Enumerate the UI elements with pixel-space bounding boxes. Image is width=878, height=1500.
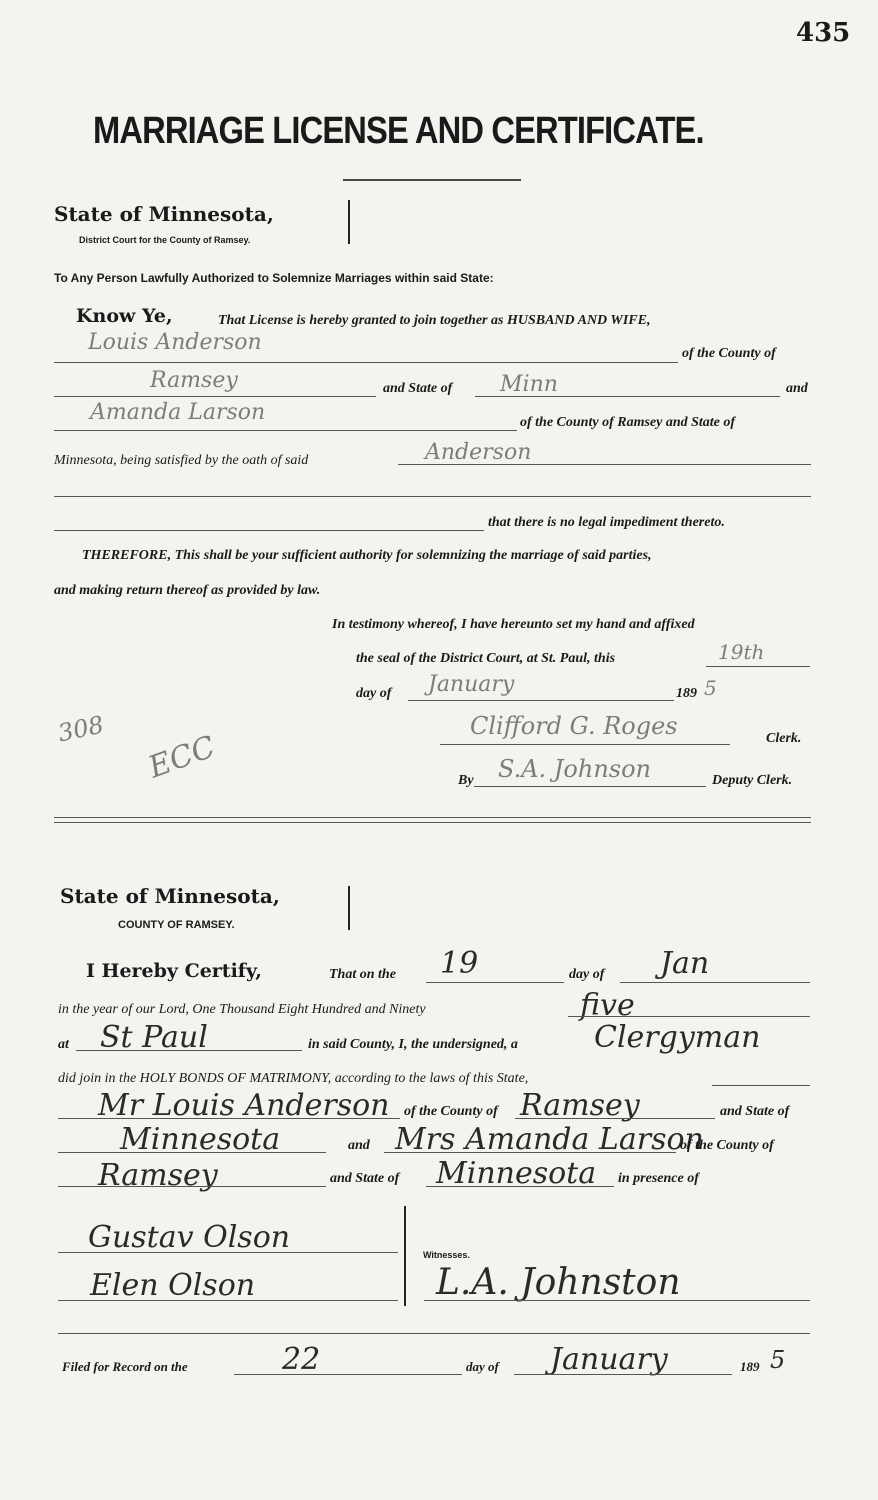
hw-cert-groom: Mr Louis Anderson (98, 1088, 390, 1123)
and-state-of: and State of (383, 381, 453, 396)
line (58, 1186, 326, 1187)
filed-year-printed: 189 (740, 1359, 760, 1374)
that-on-the: That on the (329, 967, 396, 982)
line (58, 1333, 810, 1334)
line (426, 982, 564, 983)
filed-label: Filed for Record on the (62, 1359, 188, 1374)
hw-filed-month: January (550, 1342, 668, 1377)
line (76, 1050, 302, 1051)
know-ye: Know Ye, (76, 305, 173, 327)
hw-groom: Louis Anderson (88, 330, 262, 355)
hw-cert-bride: Mrs Amanda Larson (395, 1122, 704, 1157)
hw-year-word: five (580, 988, 635, 1023)
certificate-state-heading: State of Minnesota, (60, 884, 280, 908)
therefore-line-2: and making return thereof as provided by law. (54, 583, 321, 598)
certificate-county: COUNTY OF RAMSEY. (118, 919, 235, 931)
hw-place: St Paul (100, 1020, 208, 1055)
document-title: MARRIAGE LICENSE AND CERTIFICATE. (93, 110, 704, 152)
hw-groom-state: Minn (500, 372, 558, 397)
line (54, 496, 811, 497)
grant-text: That License is hereby granted to join together as HUSBAND AND WIFE, (218, 313, 651, 328)
line (234, 1374, 462, 1375)
hw-deputy-signature: S.A. Johnson (498, 755, 652, 783)
by-label: By (458, 773, 474, 788)
hw-cert-day: 19 (440, 946, 479, 981)
hw-witness-1: Gustav Olson (88, 1220, 291, 1255)
and-1: and (786, 381, 808, 396)
year-printed: 189 (676, 686, 697, 701)
cert-of-county-of: of the County of (404, 1104, 498, 1119)
cert-day-of: day of (569, 967, 605, 982)
deputy-clerk-label: Deputy Clerk. (712, 773, 793, 788)
cert-and: and (348, 1138, 370, 1153)
cert-of-county-of-2: of the County of (680, 1138, 774, 1153)
hw-officiant: Clergyman (594, 1020, 761, 1055)
of-county-of: of the County of (682, 346, 776, 361)
line (568, 1016, 810, 1017)
hw-cert-bride-county: Ramsey (98, 1158, 218, 1193)
at-label: at (58, 1037, 69, 1052)
witness-brace (404, 1206, 406, 1306)
line (58, 1252, 398, 1253)
hw-officiant-signature: L.A. Johnston (436, 1262, 681, 1303)
line (514, 1374, 732, 1375)
satisfied-text: Minnesota, being satisfied by the oath of said (54, 453, 309, 468)
hw-cert-groom-state: Minnesota (120, 1122, 281, 1157)
line (426, 1186, 614, 1187)
in-said-county: in said County, I, the undersigned, a (308, 1037, 518, 1052)
county-state-text: of the County of Ramsey and State of (520, 415, 736, 430)
hw-license-month: January (428, 672, 515, 697)
hw-margin-note: 308 (55, 710, 107, 748)
section-divider (54, 817, 811, 823)
line (54, 530, 484, 531)
cert-and-state-of-2: and State of (330, 1171, 400, 1186)
filed-day-of: day of (466, 1359, 499, 1374)
line (515, 1118, 715, 1119)
hw-cert-bride-state: Minnesota (436, 1156, 597, 1191)
license-court: District Court for the County of Ramsey. (79, 235, 251, 245)
license-state-heading: State of Minnesota, (54, 202, 274, 226)
hw-filed-day: 22 (282, 1342, 321, 1377)
hw-groom-county: Ramsey (150, 368, 238, 393)
clerk-label: Clerk. (766, 731, 802, 746)
line (398, 464, 811, 465)
line (440, 744, 730, 745)
line (424, 1300, 810, 1301)
certificate-brace (348, 886, 350, 930)
line (712, 1085, 810, 1086)
testimony-line-2: the seal of the District Court, at St. Paul, this (356, 651, 616, 666)
in-presence-of: in presence of (618, 1171, 699, 1186)
page-number: 435 (796, 18, 851, 48)
line (474, 786, 706, 787)
license-brace (348, 200, 350, 244)
hw-margin-initials: ECC (144, 729, 220, 786)
line (620, 982, 810, 983)
hw-license-day: 19th (718, 640, 765, 664)
witnesses-label: Witnesses. (423, 1250, 470, 1260)
line (408, 700, 674, 701)
hw-oath-name: Anderson (425, 440, 532, 465)
line (475, 396, 780, 397)
testimony-line-1: In testimony whereof, I have hereunto set my hand and affixed (332, 617, 695, 632)
hw-cert-month: Jan (660, 946, 710, 981)
line (54, 396, 376, 397)
line (384, 1152, 676, 1153)
line (58, 1118, 400, 1119)
hereby-certify: I Hereby Certify, (86, 960, 262, 982)
year-text: in the year of our Lord, One Thousand Eight Hundred and Ninety (58, 1002, 426, 1017)
line (54, 362, 678, 363)
hw-clerk-signature: Clifford G. Roges (470, 712, 678, 740)
title-divider (343, 179, 521, 181)
license-address: To Any Person Lawfully Authorized to Solemnize Marriages within said State: (54, 271, 494, 285)
hw-filed-year: 5 (770, 1346, 786, 1374)
no-impediment: that there is no legal impediment thereto. (488, 515, 725, 530)
line (706, 666, 810, 667)
hw-cert-groom-county: Ramsey (520, 1088, 640, 1123)
day-of: day of (356, 686, 392, 701)
hw-witness-2: Elen Olson (90, 1268, 256, 1303)
cert-and-state-of: and State of (720, 1104, 790, 1119)
bonds-text: did join in the HOLY BONDS OF MATRIMONY, according to the laws of this State, (58, 1071, 529, 1086)
hw-license-year: 5 (704, 676, 717, 700)
line (54, 430, 517, 431)
hw-bride: Amanda Larson (90, 400, 266, 425)
line (58, 1300, 398, 1301)
line (58, 1152, 326, 1153)
therefore-line-1: THEREFORE, This shall be your sufficient authority for solemnizing the marriage of said parties, (82, 548, 652, 563)
